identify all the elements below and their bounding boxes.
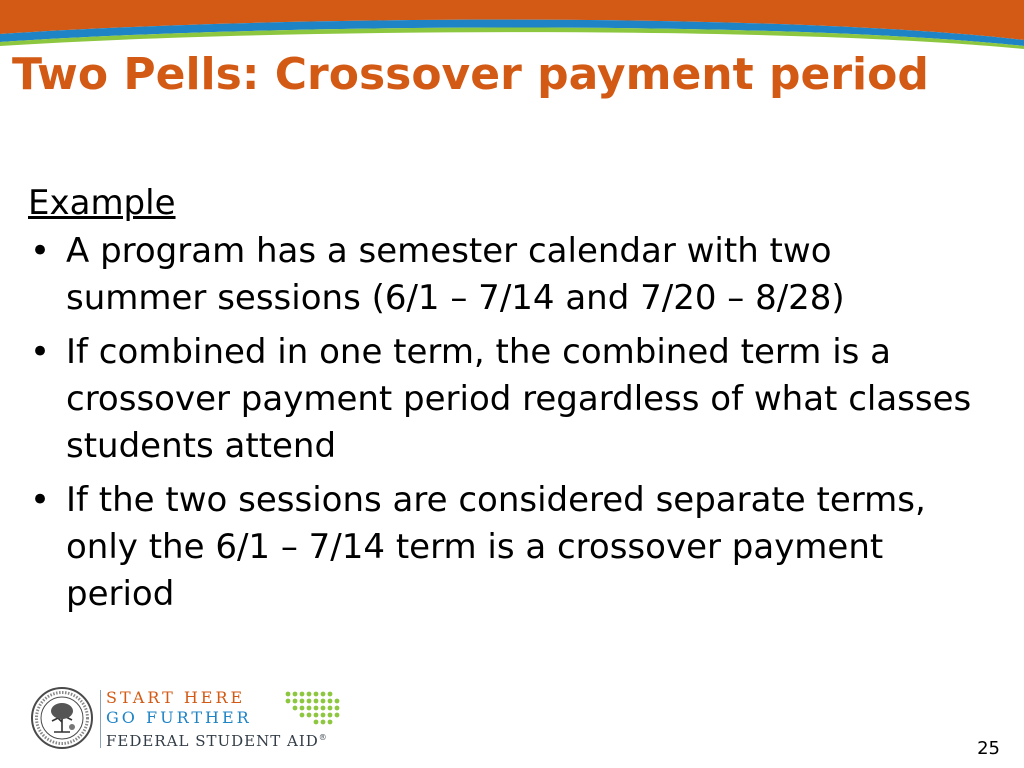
bullet-dot-icon: • xyxy=(30,231,51,271)
slide-title: Two Pells: Crossover payment period xyxy=(12,49,929,100)
logo-start-here: START HERE xyxy=(106,688,246,707)
bullet-text: If combined in one term, the combined term is a crossover payment period regardless of what classes students attend xyxy=(66,332,972,466)
bullet-dot-icon: • xyxy=(30,480,51,520)
logo-go-further: GO FURTHER xyxy=(106,708,252,727)
bullet-item-1 xyxy=(28,228,978,322)
slide-body xyxy=(28,180,978,625)
logo-divider xyxy=(100,690,101,748)
example-heading: Example xyxy=(28,183,176,223)
bullet-dot-icon: • xyxy=(30,332,51,372)
header-banner xyxy=(0,0,1024,52)
bullet-item-2 xyxy=(28,329,978,470)
department-seal-icon xyxy=(30,686,94,750)
bullet-text: If the two sessions are considered separate terms, only the 6/1 – 7/14 term is a crossover payment period xyxy=(66,480,926,614)
bullet-text: A program has a semester calendar with two summer sessions (6/1 – 7/14 and 7/20 – 8/28) xyxy=(66,231,845,318)
fsa-logo xyxy=(30,686,350,756)
dot-grid-icon xyxy=(284,690,340,732)
logo-federal-student-aid: FEDERAL STUDENT AID® xyxy=(106,732,328,750)
bullet-list xyxy=(28,228,978,618)
page-number: 25 xyxy=(977,738,1000,759)
bullet-item-3 xyxy=(28,477,978,618)
